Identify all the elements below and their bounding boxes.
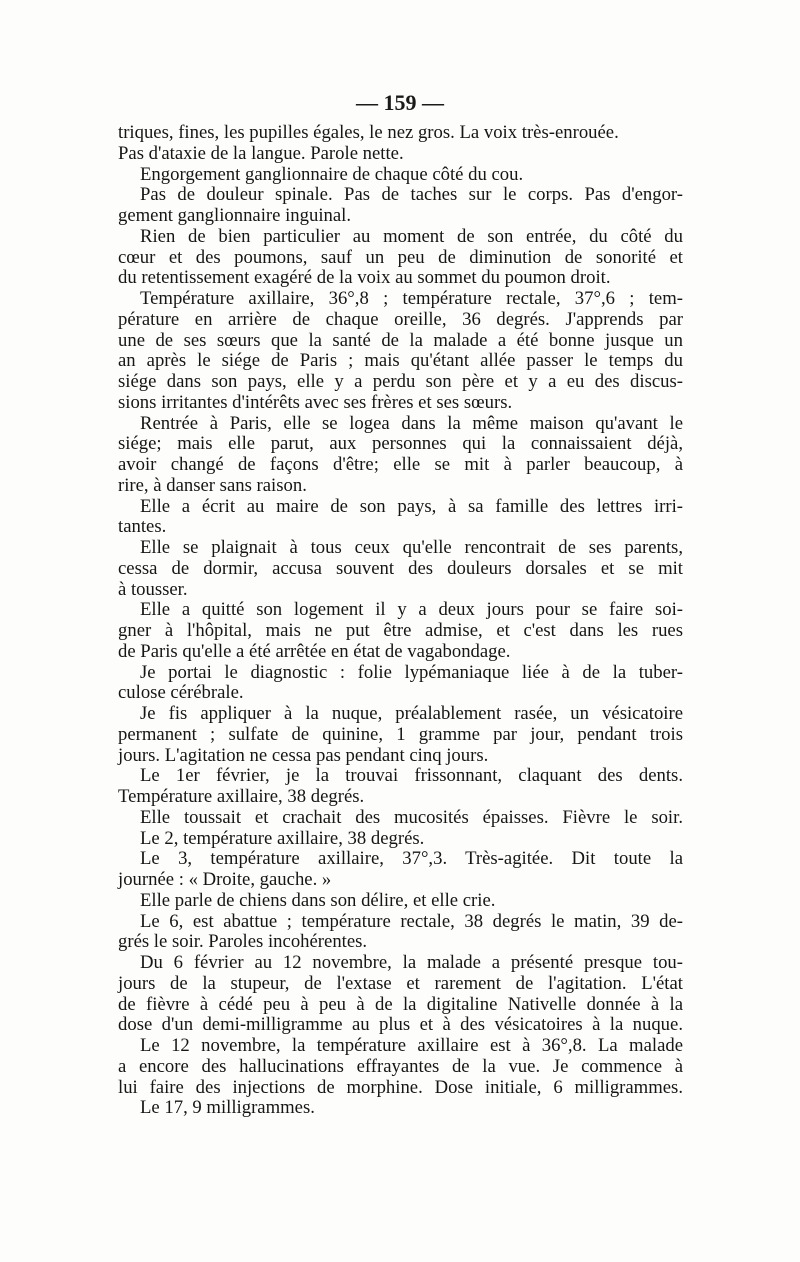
text-line: Je fis appliquer à la nuque, préalablement rasée, un vésicatoire [140,703,683,724]
text-line: Le 2, température axillaire, 38 degrés. [140,827,425,849]
text-line: cessa de dormir, accusa souvent des douleurs dorsales et se mit [118,557,683,579]
text-line: Pas de douleur spinale. Pas de taches sur le corps. Pas d'engor- [140,184,683,206]
text-line: du retentissement exagéré de la voix au sommet du poumon droit. [118,267,611,289]
text-line: de Paris qu'elle a été arrêtée en état de vagabondage. [118,640,511,662]
text-line: avoir changé de façons d'être; elle se mit à parler beaucoup, à [118,454,683,475]
text-line: Le 3, température axillaire, 37°,3. Très-agitée. Dit toute la [140,848,683,870]
text-line: lui faire des injections de morphine. Dose initiale, 6 milligrammes. [118,1076,683,1098]
text-line: Le 1er février, je la trouvai frissonnant, claquant des dents. [140,765,683,787]
text-line: grés le soir. Paroles incohérentes. [118,931,368,953]
text-line: de fièvre à cédé peu à peu à de la digitaline Nativelle donnée à la [118,993,683,1015]
text-line: Le 12 novembre, la température axillaire est à 36°,8. La malade [140,1035,683,1056]
text-line: Elle se plaignait à tous ceux qu'elle rencontrait de ses parents, [140,537,683,558]
text-line: a encore des hallucinations effrayantes de la vue. Je commence à [118,1055,683,1077]
text-line: pérature en arrière de chaque oreille, 36 degrés. J'apprends par [118,308,683,330]
text-line: gement ganglionnaire inguinal. [118,205,352,226]
text-line: Température axillaire, 36°,8 ; température rectale, 37°,6 ; tem- [140,288,683,309]
text-line: journée : « Droite, gauche. » [118,869,332,890]
text-line: une de ses sœurs que la santé de la malade a été bonne jusque un [118,329,683,351]
text-line: Je portai le diagnostic : folie lypémaniaque liée à de la tuber- [140,661,683,683]
text-line: Rentrée à Paris, elle se logea dans la même maison qu'avant le [140,412,683,434]
page-number: — 159 — [356,90,444,115]
text-line: rire, à danser sans raison. [118,474,307,496]
text-line: jours de la stupeur, de l'extase et rarement de l'agitation. L'état [118,972,683,994]
text-line: Du 6 février au 12 novembre, la malade a présenté presque tou- [140,952,683,973]
text-line: tantes. [118,516,167,538]
text-line: gner à l'hôpital, mais ne put être admise, et c'est dans les rues [118,620,683,641]
text-line: permanent ; sulfate de quinine, 1 gramme par jour, pendant trois [118,723,683,745]
text-line: cœur et des poumons, sauf un peu de diminution de sonorité et [118,246,683,268]
text-line: triques, fines, les pupilles égales, le nez gros. La voix très-enrouée. [118,122,619,143]
body-text [118,123,683,1119]
text-line: sions irritantes d'intérêts avec ses frères et ses sœurs. [118,391,513,413]
text-line: à tousser. [118,578,188,600]
text-line: Elle a quitté son logement il y a deux jours pour se faire soi- [140,599,683,621]
text-line: Elle a écrit au maire de son pays, à sa famille des lettres irri- [140,495,683,517]
text-line: Le 17, 9 milligrammes. [140,1097,315,1119]
text-line: Température axillaire, 38 degrés. [118,786,365,807]
text-line: Elle parle de chiens dans son délire, et elle crie. [140,889,496,911]
text-line: Le 6, est abattue ; température rectale, 38 degrés le matin, 39 de- [140,910,683,932]
text-line: Pas d'ataxie de la langue. Parole nette. [118,142,404,164]
text-line: an après le siége de Paris ; mais qu'étant allée passer le temps du [118,350,683,372]
text-line: dose d'un demi-milligramme au plus et à des vésicatoires à la nuque. [118,1014,683,1036]
text-line: culose cérébrale. [118,682,244,704]
text-line: siége; mais elle parut, aux personnes qui la connaissaient déjà, [118,433,683,455]
text-line: Elle toussait et crachait des mucosités épaisses. Fièvre le soir. [140,806,683,828]
text-line: Engorgement ganglionnaire de chaque côté du cou. [140,163,524,185]
text-line: siége dans son pays, elle y a perdu son père et y a eu des discus- [118,371,683,392]
text-line: jours. L'agitation ne cessa pas pendant cinq jours. [118,744,489,766]
text-line: Rien de bien particulier au moment de son entrée, du côté du [140,225,683,247]
